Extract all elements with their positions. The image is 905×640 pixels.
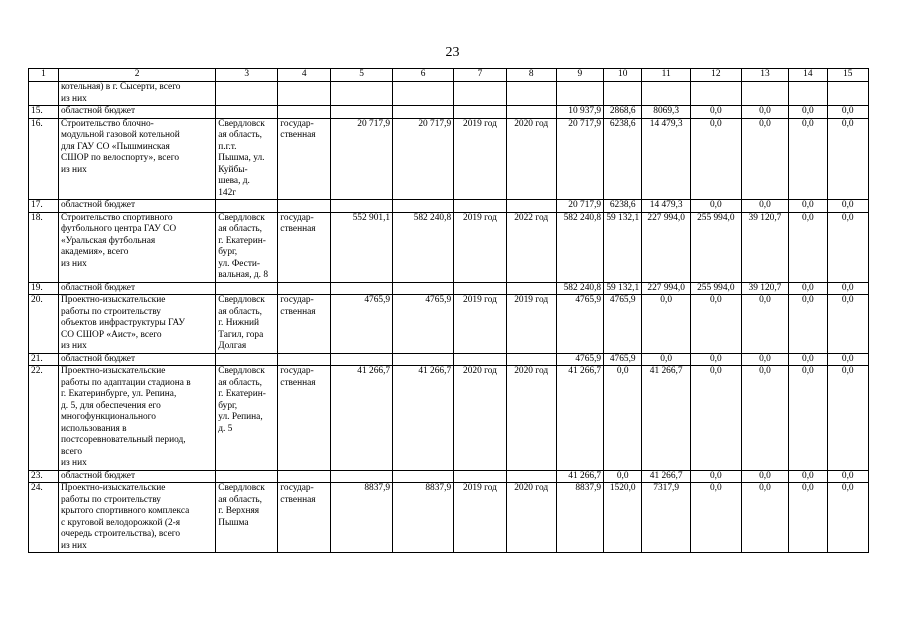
cell-funding-year-6: 0,0: [827, 118, 869, 200]
cell-cost-total: [393, 353, 454, 366]
cell-location: [216, 200, 278, 213]
cell-end-year: 2022 год: [506, 212, 556, 282]
cell-item-name: Проектно-изыскательские работы по строительству объектов инфраструктуры ГАУ СО СШОР «Аист», всего из них: [58, 295, 215, 354]
cell-row-number: 21.: [29, 353, 59, 366]
cell-end-year: 2019 год: [506, 295, 556, 354]
column-header: 3: [216, 69, 278, 82]
cell-funding-total: 41 266,7: [556, 366, 604, 471]
cell-end-year: 2020 год: [506, 118, 556, 200]
cell-funding-year-1: [604, 82, 642, 106]
cell-row-number: 16.: [29, 118, 59, 200]
cell-funding-year-4: [741, 82, 789, 106]
column-header: 13: [741, 69, 789, 82]
cell-row-number: 22.: [29, 366, 59, 471]
cell-funding-year-6: 0,0: [827, 282, 869, 295]
cell-funding-year-6: 0,0: [827, 366, 869, 471]
cell-funding-year-2: 8069,3: [642, 106, 691, 119]
cell-funding-year-6: 0,0: [827, 295, 869, 354]
cell-start-year: 2019 год: [454, 118, 507, 200]
cell-location: [216, 470, 278, 483]
cell-cost-total: [393, 106, 454, 119]
cell-funding-year-6: 0,0: [827, 200, 869, 213]
cell-location: Свердловск ая область, п.г.т. Пышма, ул. Куйбы- шева, д. 142г: [216, 118, 278, 200]
cell-cost-total: 4765,9: [393, 295, 454, 354]
cell-funding-year-3: 0,0: [690, 106, 741, 119]
cell-funding-year-4: 0,0: [741, 366, 789, 471]
cell-ownership: [278, 282, 331, 295]
cell-start-year: [454, 82, 507, 106]
cell-funding-total: 10 937,9: [556, 106, 604, 119]
cell-ownership: государ- ственная: [278, 366, 331, 471]
cell-funding-year-2: 0,0: [642, 295, 691, 354]
cell-item-name: областной бюджет: [58, 106, 215, 119]
cell-ownership: государ- ственная: [278, 295, 331, 354]
cell-funding-year-4: 0,0: [741, 483, 789, 553]
cell-funding-year-6: 0,0: [827, 353, 869, 366]
column-header: 8: [506, 69, 556, 82]
cell-row-number: 24.: [29, 483, 59, 553]
cell-row-number: 23.: [29, 470, 59, 483]
cell-funding-total: 8837,9: [556, 483, 604, 553]
cell-end-year: 2020 год: [506, 483, 556, 553]
cell-end-year: [506, 470, 556, 483]
cell-start-year: 2019 год: [454, 483, 507, 553]
cell-funding-year-5: [789, 82, 827, 106]
cell-start-year: [454, 470, 507, 483]
table-row: [29, 295, 869, 354]
cell-estimated-cost: 4765,9: [331, 295, 393, 354]
cell-funding-year-4: 39 120,7: [741, 282, 789, 295]
column-header: 10: [604, 69, 642, 82]
cell-funding-year-2: [642, 82, 691, 106]
column-header: 12: [690, 69, 741, 82]
cell-row-number: 19.: [29, 282, 59, 295]
cell-cost-total: [393, 82, 454, 106]
cell-location: Свердловск ая область, г. Екатерин- бург, ул. Репина, д. 5: [216, 366, 278, 471]
cell-funding-total: 4765,9: [556, 353, 604, 366]
cell-item-name: областной бюджет: [58, 470, 215, 483]
table-row-budget: [29, 353, 869, 366]
cell-funding-year-6: 0,0: [827, 483, 869, 553]
cell-location: [216, 282, 278, 295]
page-number: 23: [445, 45, 460, 60]
cell-row-number: 15.: [29, 106, 59, 119]
cell-funding-year-2: 227 994,0: [642, 282, 691, 295]
cell-funding-year-2: 0,0: [642, 353, 691, 366]
cell-funding-year-5: 0,0: [789, 483, 827, 553]
table-row-budget: [29, 200, 869, 213]
cell-location: [216, 353, 278, 366]
cell-funding-year-3: 0,0: [690, 470, 741, 483]
cell-funding-year-3: 255 994,0: [690, 282, 741, 295]
cell-funding-year-1: 4765,9: [604, 295, 642, 354]
cell-start-year: [454, 282, 507, 295]
cell-funding-year-1: 4765,9: [604, 353, 642, 366]
cell-funding-year-1: 6238,6: [604, 118, 642, 200]
cell-ownership: [278, 470, 331, 483]
cell-funding-total: 582 240,8: [556, 282, 604, 295]
column-header: 6: [393, 69, 454, 82]
cell-funding-total: 582 240,8: [556, 212, 604, 282]
cell-end-year: [506, 200, 556, 213]
column-header: 5: [331, 69, 393, 82]
cell-funding-total: 20 717,9: [556, 118, 604, 200]
cell-funding-year-6: [827, 82, 869, 106]
cell-ownership: [278, 82, 331, 106]
cell-funding-year-5: 0,0: [789, 282, 827, 295]
cell-funding-year-4: 0,0: [741, 118, 789, 200]
cell-funding-year-4: 0,0: [741, 295, 789, 354]
cell-start-year: 2019 год: [454, 212, 507, 282]
cell-row-number: 17.: [29, 200, 59, 213]
table-row: [29, 366, 869, 471]
cell-funding-year-5: 0,0: [789, 295, 827, 354]
column-header: 4: [278, 69, 331, 82]
cell-end-year: [506, 282, 556, 295]
cell-funding-year-3: 255 994,0: [690, 212, 741, 282]
column-header: 11: [642, 69, 691, 82]
cell-cost-total: [393, 470, 454, 483]
table-header: [29, 69, 869, 82]
cell-funding-year-1: 0,0: [604, 470, 642, 483]
cell-location: Свердловск ая область, г. Нижний Тагил, гора Долгая: [216, 295, 278, 354]
cell-ownership: государ- ственная: [278, 118, 331, 200]
cell-ownership: [278, 353, 331, 366]
cell-funding-year-5: 0,0: [789, 212, 827, 282]
cell-funding-year-3: 0,0: [690, 366, 741, 471]
cell-cost-total: 41 266,7: [393, 366, 454, 471]
cell-start-year: [454, 106, 507, 119]
cell-row-number: 20.: [29, 295, 59, 354]
cell-funding-year-4: 0,0: [741, 353, 789, 366]
cell-start-year: [454, 353, 507, 366]
cell-funding-year-6: 0,0: [827, 212, 869, 282]
cell-funding-year-3: 0,0: [690, 295, 741, 354]
cell-estimated-cost: [331, 353, 393, 366]
cell-location: Свердловск ая область, г. Екатерин- бург, ул. Фести- вальная, д. 8: [216, 212, 278, 282]
cell-item-name: Проектно-изыскательские работы по адаптации стадиона в г. Екатеринбурге, ул. Репина, д. 5, для обеспечения его многофункционального использования в постсоревновательный период, всего из них: [58, 366, 215, 471]
cell-funding-total: 41 266,7: [556, 470, 604, 483]
header-row: [29, 69, 869, 82]
cell-funding-year-3: 0,0: [690, 353, 741, 366]
cell-location: Свердловск ая область, г. Верхняя Пышма: [216, 483, 278, 553]
cell-funding-total: [556, 82, 604, 106]
cell-item-name: областной бюджет: [58, 353, 215, 366]
cell-location: [216, 82, 278, 106]
cell-item-name: областной бюджет: [58, 282, 215, 295]
cell-funding-year-2: 227 994,0: [642, 212, 691, 282]
cell-item-name: котельная) в г. Сысерти, всего из них: [58, 82, 215, 106]
cell-estimated-cost: 8837,9: [331, 483, 393, 553]
cell-end-year: [506, 106, 556, 119]
cell-cost-total: 20 717,9: [393, 118, 454, 200]
cell-estimated-cost: 20 717,9: [331, 118, 393, 200]
cell-location: [216, 106, 278, 119]
cell-funding-year-5: 0,0: [789, 118, 827, 200]
table-row: [29, 118, 869, 200]
cell-row-number: 18.: [29, 212, 59, 282]
cell-funding-year-2: 14 479,3: [642, 200, 691, 213]
cell-end-year: 2020 год: [506, 366, 556, 471]
column-header: 2: [58, 69, 215, 82]
cell-row-number: [29, 82, 59, 106]
cell-end-year: [506, 353, 556, 366]
cell-estimated-cost: 41 266,7: [331, 366, 393, 471]
cell-funding-year-2: 41 266,7: [642, 366, 691, 471]
cell-funding-year-4: 0,0: [741, 470, 789, 483]
cell-funding-year-1: 59 132,1: [604, 212, 642, 282]
cell-funding-year-1: 2868,6: [604, 106, 642, 119]
column-header: 1: [29, 69, 59, 82]
cell-estimated-cost: [331, 470, 393, 483]
cell-item-name: областной бюджет: [58, 200, 215, 213]
column-header: 14: [789, 69, 827, 82]
cell-funding-year-5: 0,0: [789, 366, 827, 471]
cell-estimated-cost: [331, 82, 393, 106]
cell-funding-year-1: 59 132,1: [604, 282, 642, 295]
table-row-budget: [29, 470, 869, 483]
table-row-budget: [29, 282, 869, 295]
column-header: 15: [827, 69, 869, 82]
cell-ownership: государ- ственная: [278, 483, 331, 553]
cell-cost-total: [393, 200, 454, 213]
cell-funding-year-4: 39 120,7: [741, 212, 789, 282]
cell-funding-year-6: 0,0: [827, 470, 869, 483]
cell-funding-total: 4765,9: [556, 295, 604, 354]
cell-ownership: [278, 200, 331, 213]
cell-start-year: 2019 год: [454, 295, 507, 354]
cell-funding-year-3: 0,0: [690, 483, 741, 553]
cell-ownership: государ- ственная: [278, 212, 331, 282]
cell-funding-total: 20 717,9: [556, 200, 604, 213]
cell-funding-year-3: [690, 82, 741, 106]
cell-start-year: 2020 год: [454, 366, 507, 471]
cell-funding-year-3: 0,0: [690, 200, 741, 213]
cell-item-name: Строительство спортивного футбольного центра ГАУ СО «Уральская футбольная академия», всего из них: [58, 212, 215, 282]
cell-estimated-cost: [331, 282, 393, 295]
cell-cost-total: 8837,9: [393, 483, 454, 553]
cell-cost-total: [393, 282, 454, 295]
cell-funding-year-5: 0,0: [789, 470, 827, 483]
column-header: 9: [556, 69, 604, 82]
table-row: [29, 483, 869, 553]
cell-item-name: Строительство блочно- модульной газовой котельной для ГАУ СО «Пышминская СШОР по велоспорту», всего из них: [58, 118, 215, 200]
cell-item-name: Проектно-изыскательские работы по строительству крытого спортивного комплекса с круговой велодорожкой (2-я очередь строительства), всего из них: [58, 483, 215, 553]
cell-estimated-cost: 552 901,1: [331, 212, 393, 282]
cell-funding-year-1: 0,0: [604, 366, 642, 471]
cell-funding-year-3: 0,0: [690, 118, 741, 200]
cell-funding-year-4: 0,0: [741, 106, 789, 119]
cell-funding-year-5: 0,0: [789, 106, 827, 119]
table-row: [29, 82, 869, 106]
cell-start-year: [454, 200, 507, 213]
cell-estimated-cost: [331, 106, 393, 119]
table-body: [29, 82, 869, 553]
cell-funding-year-5: 0,0: [789, 353, 827, 366]
cell-funding-year-2: 14 479,3: [642, 118, 691, 200]
cell-cost-total: 582 240,8: [393, 212, 454, 282]
cell-funding-year-2: 7317,9: [642, 483, 691, 553]
cell-funding-year-2: 41 266,7: [642, 470, 691, 483]
table-row-budget: [29, 106, 869, 119]
cell-estimated-cost: [331, 200, 393, 213]
table-row: [29, 212, 869, 282]
cell-funding-year-6: 0,0: [827, 106, 869, 119]
cell-funding-year-5: 0,0: [789, 200, 827, 213]
column-header: 7: [454, 69, 507, 82]
cell-end-year: [506, 82, 556, 106]
cell-funding-year-1: 6238,6: [604, 200, 642, 213]
cell-ownership: [278, 106, 331, 119]
cell-funding-year-1: 1520,0: [604, 483, 642, 553]
cell-funding-year-4: 0,0: [741, 200, 789, 213]
budget-table: [28, 68, 869, 553]
